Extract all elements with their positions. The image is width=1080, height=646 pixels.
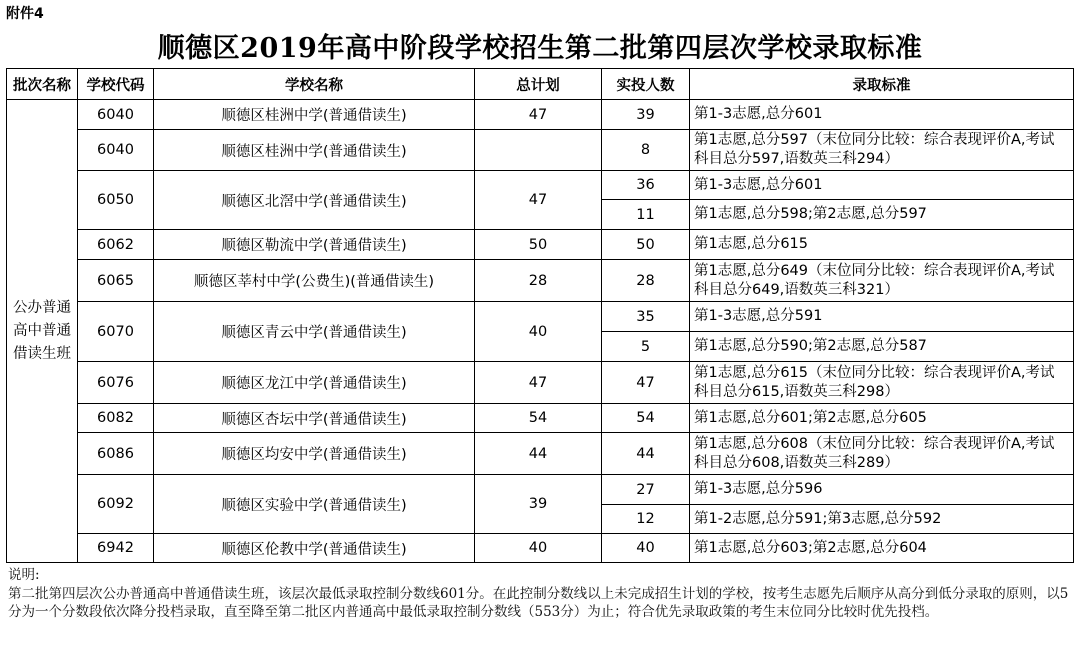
school-name-cell: 顺德区桂洲中学(普通借读生)	[154, 100, 475, 130]
enrolled-cell: 35	[602, 302, 690, 332]
plan-cell	[475, 130, 602, 171]
enrolled-cell: 54	[602, 404, 690, 433]
table-row	[7, 534, 1074, 563]
table-row	[7, 260, 1074, 302]
school-name-cell: 顺德区均安中学(普通借读生)	[154, 433, 475, 475]
plan-cell: 47	[475, 171, 602, 230]
school-code-cell: 6040	[78, 100, 154, 130]
school-name-cell: 顺德区龙江中学(普通借读生)	[154, 362, 475, 404]
enrolled-cell: 8	[602, 130, 690, 171]
plan-cell: 44	[475, 433, 602, 475]
enrolled-cell: 11	[602, 200, 690, 230]
enrolled-cell: 28	[602, 260, 690, 302]
plan-cell: 40	[475, 534, 602, 563]
enrolled-cell: 39	[602, 100, 690, 130]
plan-cell: 50	[475, 230, 602, 260]
notes-label: 说明:	[8, 567, 40, 583]
standard-cell: 第1志愿,总分615	[690, 230, 1074, 260]
standard-cell: 第1志愿,总分597（末位同分比较：综合表现评价A,考试科目总分597,语数英三科294）	[690, 130, 1074, 171]
plan-cell: 47	[475, 100, 602, 130]
standard-cell: 第1-2志愿,总分591;第3志愿,总分592	[690, 505, 1074, 534]
standard-cell: 第1志愿,总分603;第2志愿,总分604	[690, 534, 1074, 563]
enrolled-cell: 5	[602, 332, 690, 362]
school-code-cell: 6050	[78, 171, 154, 230]
batch-name-cell: 公办普通高中普通借读生班	[7, 100, 78, 563]
standard-cell: 第1志愿,总分608（末位同分比较：综合表现评价A,考试科目总分608,语数英三科289）	[690, 433, 1074, 475]
notes-section	[8, 566, 1074, 622]
table-row	[7, 362, 1074, 404]
header-school: 学校名称	[154, 69, 475, 100]
table-header-row	[7, 69, 1074, 100]
school-name-cell: 顺德区伦教中学(普通借读生)	[154, 534, 475, 563]
school-code-cell: 6942	[78, 534, 154, 563]
header-batch: 批次名称	[7, 69, 78, 100]
school-code-cell: 6076	[78, 362, 154, 404]
enrolled-cell: 27	[602, 475, 690, 505]
school-code-cell: 6070	[78, 302, 154, 362]
school-code-cell: 6062	[78, 230, 154, 260]
school-code-cell: 6086	[78, 433, 154, 475]
enrolled-cell: 40	[602, 534, 690, 563]
plan-cell: 54	[475, 404, 602, 433]
enrolled-cell: 12	[602, 505, 690, 534]
table-row	[7, 404, 1074, 433]
plan-cell: 39	[475, 475, 602, 534]
table-row	[7, 230, 1074, 260]
enrolled-cell: 50	[602, 230, 690, 260]
standard-cell: 第1-3志愿,总分591	[690, 302, 1074, 332]
header-standard: 录取标准	[690, 69, 1074, 100]
school-code-cell: 6082	[78, 404, 154, 433]
enrolled-cell: 36	[602, 171, 690, 200]
table-row	[7, 475, 1074, 505]
admission-table	[6, 68, 1074, 563]
standard-cell: 第1志愿,总分649（末位同分比较：综合表现评价A,考试科目总分649,语数英三科321）	[690, 260, 1074, 302]
standard-cell: 第1-3志愿,总分601	[690, 171, 1074, 200]
school-name-cell: 顺德区杏坛中学(普通借读生)	[154, 404, 475, 433]
school-name-cell: 顺德区青云中学(普通借读生)	[154, 302, 475, 362]
attachment-label: 附件4	[6, 6, 44, 22]
school-code-cell: 6065	[78, 260, 154, 302]
school-code-cell: 6092	[78, 475, 154, 534]
plan-cell: 47	[475, 362, 602, 404]
standard-cell: 第1-3志愿,总分596	[690, 475, 1074, 505]
table-row	[7, 130, 1074, 171]
header-enrolled: 实投人数	[602, 69, 690, 100]
standard-cell: 第1志愿,总分615（末位同分比较：综合表现评价A,考试科目总分615,语数英三科298）	[690, 362, 1074, 404]
school-code-cell: 6040	[78, 130, 154, 171]
standard-cell: 第1志愿,总分601;第2志愿,总分605	[690, 404, 1074, 433]
page-title: 顺德区2019年高中阶段学校招生第二批第四层次学校录取标准	[157, 33, 923, 64]
school-name-cell: 顺德区桂洲中学(普通借读生)	[154, 130, 475, 171]
standard-cell: 第1志愿,总分590;第2志愿,总分587	[690, 332, 1074, 362]
header-plan: 总计划	[475, 69, 602, 100]
school-name-cell: 顺德区勒流中学(普通借读生)	[154, 230, 475, 260]
plan-cell: 40	[475, 302, 602, 362]
table-row	[7, 433, 1074, 475]
table-row	[7, 302, 1074, 332]
school-name-cell: 顺德区北滘中学(普通借读生)	[154, 171, 475, 230]
school-name-cell: 顺德区莘村中学(公费生)(普通借读生)	[154, 260, 475, 302]
plan-cell: 28	[475, 260, 602, 302]
enrolled-cell: 44	[602, 433, 690, 475]
enrolled-cell: 47	[602, 362, 690, 404]
header-code: 学校代码	[78, 69, 154, 100]
standard-cell: 第1-3志愿,总分601	[690, 100, 1074, 130]
table-row	[7, 171, 1074, 200]
notes-body: 第二批第四层次公办普通高中普通借读生班，该层次最低录取控制分数线601分。在此控制分数线以上未完成招生计划的学校，按考生志愿先后顺序从高分到低分录取的原则，以5分为一个分数段依次降分投档录取，直至降至第二批区内普通高中最低录取控制分数线（553分）为止；符合优先录取政策的考生末位同分比较时优先投档。	[8, 585, 1069, 620]
school-name-cell: 顺德区实验中学(普通借读生)	[154, 475, 475, 534]
table-row	[7, 100, 1074, 130]
standard-cell: 第1志愿,总分598;第2志愿,总分597	[690, 200, 1074, 230]
